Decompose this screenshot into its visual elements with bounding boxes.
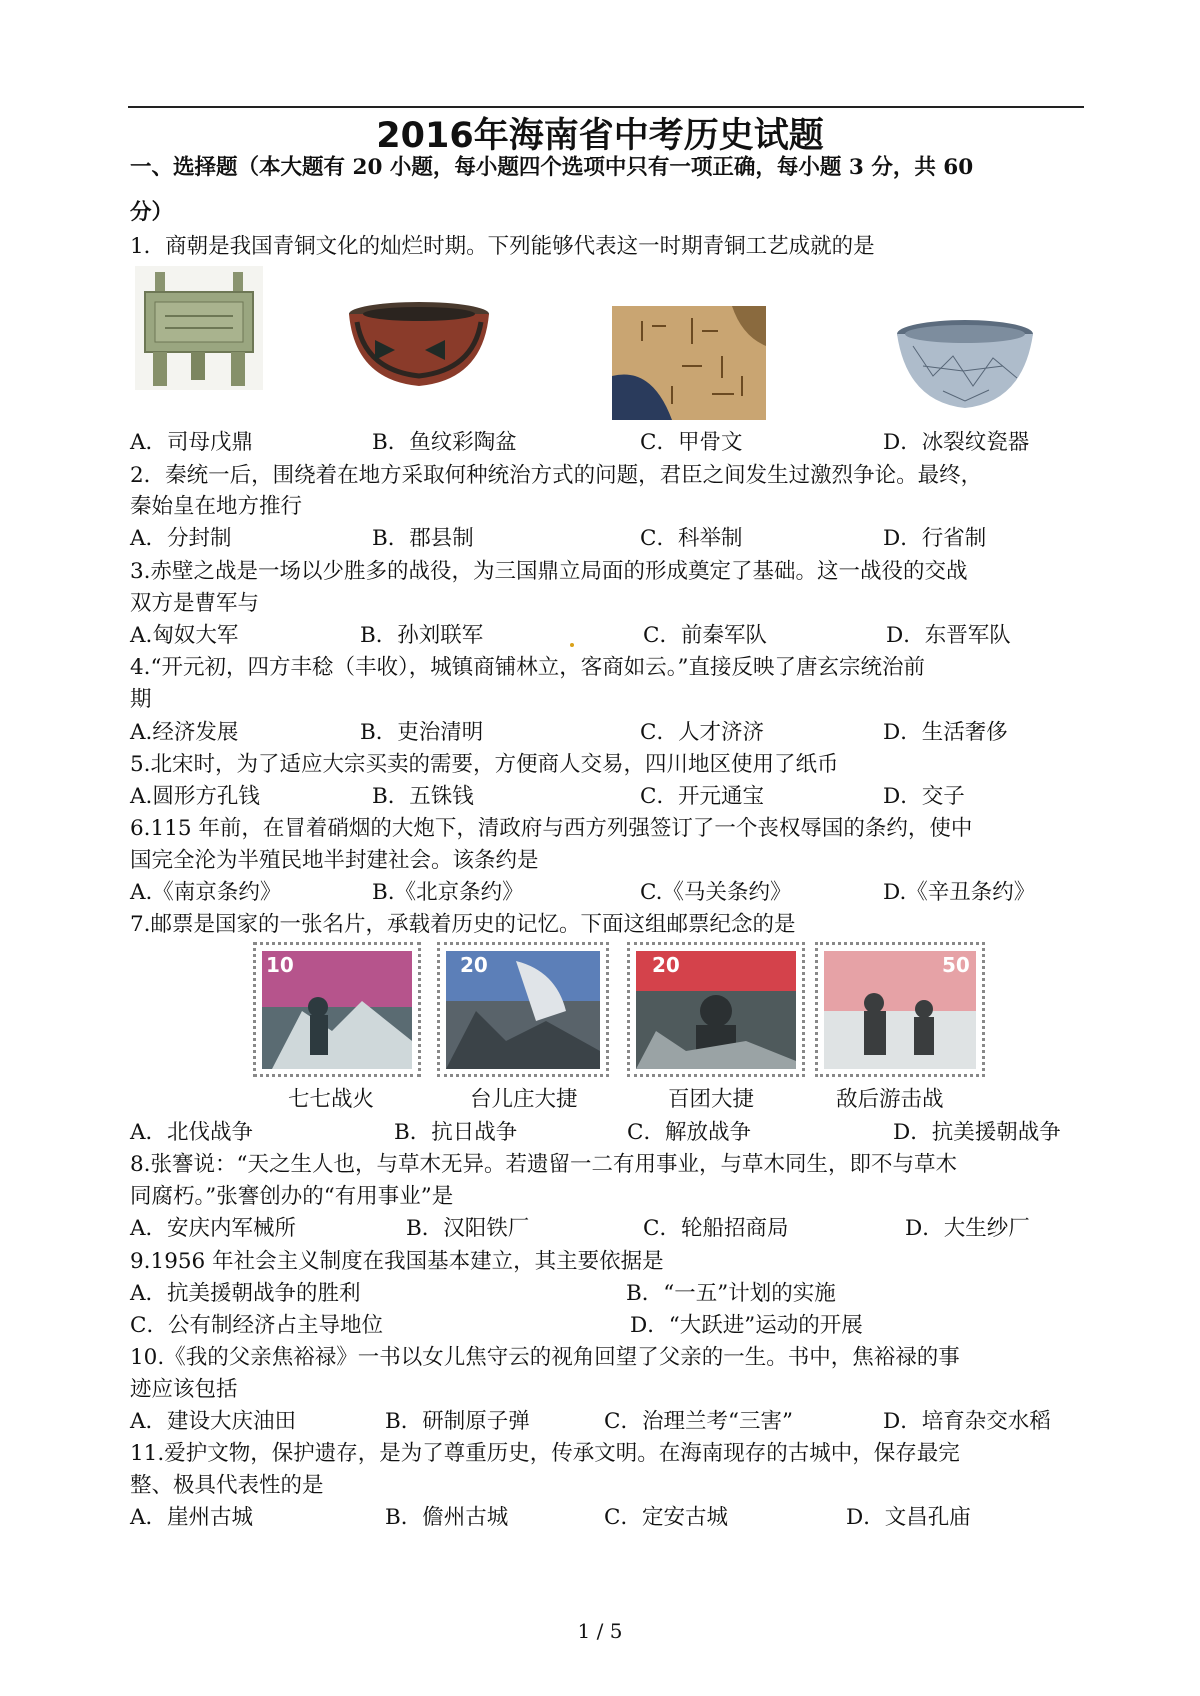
section-heading-line2: 分） [130,200,174,225]
q3-option-a: A.匈奴大军 [130,623,239,648]
q4-option-d: D．生活奢侈 [883,720,1008,745]
question-6-stem-line2: 国完全沦为半殖民地半封建社会。该条约是 [130,848,539,873]
stamp-3 [627,942,805,1077]
q9-option-c: C．公有制经济占主导地位 [130,1313,383,1338]
crackled-porcelain-bowl-image [893,316,1037,416]
stamp-3-caption: 百团大捷 [668,1087,755,1112]
question-8-stem-line2: 同腐朽。”张謇创办的“有用事业”是 [130,1184,454,1209]
question-2-stem-line2: 秦始皇在地方推行 [130,494,303,519]
q5-option-d: D．交子 [883,784,965,809]
q5-option-b: B．五铢钱 [372,784,474,809]
q9-option-d: D．“大跃进”运动的开展 [630,1313,863,1338]
q6-option-d: D.《辛丑条约》 [883,880,1036,905]
q11-option-b: B．儋州古城 [385,1505,509,1530]
q6-option-c: C.《马关条约》 [640,880,792,905]
q10-option-a: A．建设大庆油田 [130,1409,297,1434]
question-3-stem-line1: 3.赤壁之战是一场以少胜多的战役，为三国鼎立局面的形成奠定了基础。这一战役的交战 [130,559,968,584]
q1-option-a: A．司母戊鼎 [130,430,254,455]
q2-option-b: B．郡县制 [372,526,474,551]
q1-option-d: D．冰裂纹瓷器 [883,430,1030,455]
q2-option-c: C．科举制 [640,526,743,551]
stamp-1-value: 10 [266,953,294,977]
bronze-ding-image [135,266,263,390]
q10-option-d: D．培育杂交水稻 [883,1409,1051,1434]
q11-option-a: A．崖州古城 [130,1505,254,1530]
page-number: 1 / 5 [577,1619,623,1643]
question-3-stem-line2: 双方是曹军与 [130,591,260,616]
q6-option-a: A.《南京条约》 [130,880,282,905]
q5-option-a: A.圆形方孔钱 [130,784,260,809]
q9-option-a: A．抗美援朝战争的胜利 [130,1281,361,1306]
stray-dot [570,643,574,647]
q3-option-d: D．东晋军队 [886,623,1011,648]
question-7-stem: 7.邮票是国家的一张名片，承载着历史的记忆。下面这组邮票纪念的是 [130,912,796,937]
stamp-2-value: 20 [460,953,488,977]
q8-option-a: A．安庆内军械所 [130,1216,297,1241]
q8-option-c: C．轮船招商局 [643,1216,789,1241]
stamp-4-value: 50 [942,953,970,977]
question-4-stem-line1: 4.“开元初，四方丰稔（丰收），城镇商铺林立，客商如云。”直接反映了唐玄宗统治前 [130,655,925,680]
stamp-1 [253,942,421,1077]
q4-option-c: C．人才济济 [640,720,764,745]
page-title: 2016年海南省中考历史试题 [376,116,824,156]
q6-option-b: B.《北京条约》 [372,880,524,905]
stamp-2 [437,942,609,1077]
q11-option-c: C．定安古城 [604,1505,728,1530]
q4-option-b: B．吏治清明 [360,720,484,745]
q7-option-c: C．解放战争 [627,1120,751,1145]
question-10-stem-line1: 10.《我的父亲焦裕禄》一书以女儿焦守云的视角回望了父亲的一生。书中，焦裕禄的事 [130,1345,960,1370]
q10-option-c: C．治理兰考“三害” [604,1409,793,1434]
q3-option-c: C．前秦军队 [643,623,767,648]
stamp-4-caption: 敌后游击战 [836,1087,944,1112]
q9-option-b: B．“一五”计划的实施 [626,1281,836,1306]
painted-pottery-basin-image [345,300,493,390]
q1-option-b: B．鱼纹彩陶盆 [372,430,517,455]
q2-option-a: A．分封制 [130,526,232,551]
q4-option-a: A.经济发展 [130,720,239,745]
question-10-stem-line2: 迹应该包括 [130,1377,238,1402]
header-rule [128,106,1084,108]
q8-option-d: D．大生纱厂 [905,1216,1030,1241]
q7-option-b: B．抗日战争 [394,1120,518,1145]
stamp-2-caption: 台儿庄大捷 [470,1087,578,1112]
question-1-stem: 1．商朝是我国青铜文化的灿烂时期。下列能够代表这一时期青铜工艺成就的是 [130,234,875,259]
stamp-3-value: 20 [652,953,680,977]
q7-option-d: D．抗美援朝战争 [893,1120,1061,1145]
q7-option-a: A．北伐战争 [130,1120,254,1145]
question-8-stem-line1: 8.张謇说：“天之生人也，与草木无异。若遗留一二有用事业，与草木同生，即不与草木 [130,1152,958,1177]
oracle-bone-image [612,306,766,420]
question-11-stem-line2: 整、极具代表性的是 [130,1473,324,1498]
q1-option-c: C．甲骨文 [640,430,743,455]
question-6-stem-line1: 6.115 年前，在冒着硝烟的大炮下，清政府与西方列强签订了一个丧权辱国的条约，使中 [130,816,973,841]
stamp-4 [815,942,985,1077]
q3-option-b: B．孙刘联军 [360,623,484,648]
question-2-stem-line1: 2．秦统一后，围绕着在地方采取何种统治方式的问题，君臣之间发生过激烈争论。最终， [130,463,983,488]
q10-option-b: B．研制原子弹 [385,1409,530,1434]
section-heading-line1: 一、选择题（本大题有 20 小题，每小题四个选项中只有一项正确，每小题 3 分，共 60 [130,155,974,180]
question-9-stem: 9.1956 年社会主义制度在我国基本建立，其主要依据是 [130,1249,664,1274]
question-4-stem-line2: 期 [130,687,152,712]
question-11-stem-line1: 11.爱护文物，保护遗存，是为了尊重历史，传承文明。在海南现存的古城中，保存最完 [130,1441,960,1466]
q5-option-c: C．开元通宝 [640,784,764,809]
stamp-1-caption: 七七战火 [288,1087,375,1112]
q2-option-d: D．行省制 [883,526,987,551]
question-5-stem: 5.北宋时，为了适应大宗买卖的需要，方便商人交易，四川地区使用了纸币 [130,752,839,777]
q11-option-d: D．文昌孔庙 [846,1505,971,1530]
q8-option-b: B．汉阳铁厂 [406,1216,530,1241]
